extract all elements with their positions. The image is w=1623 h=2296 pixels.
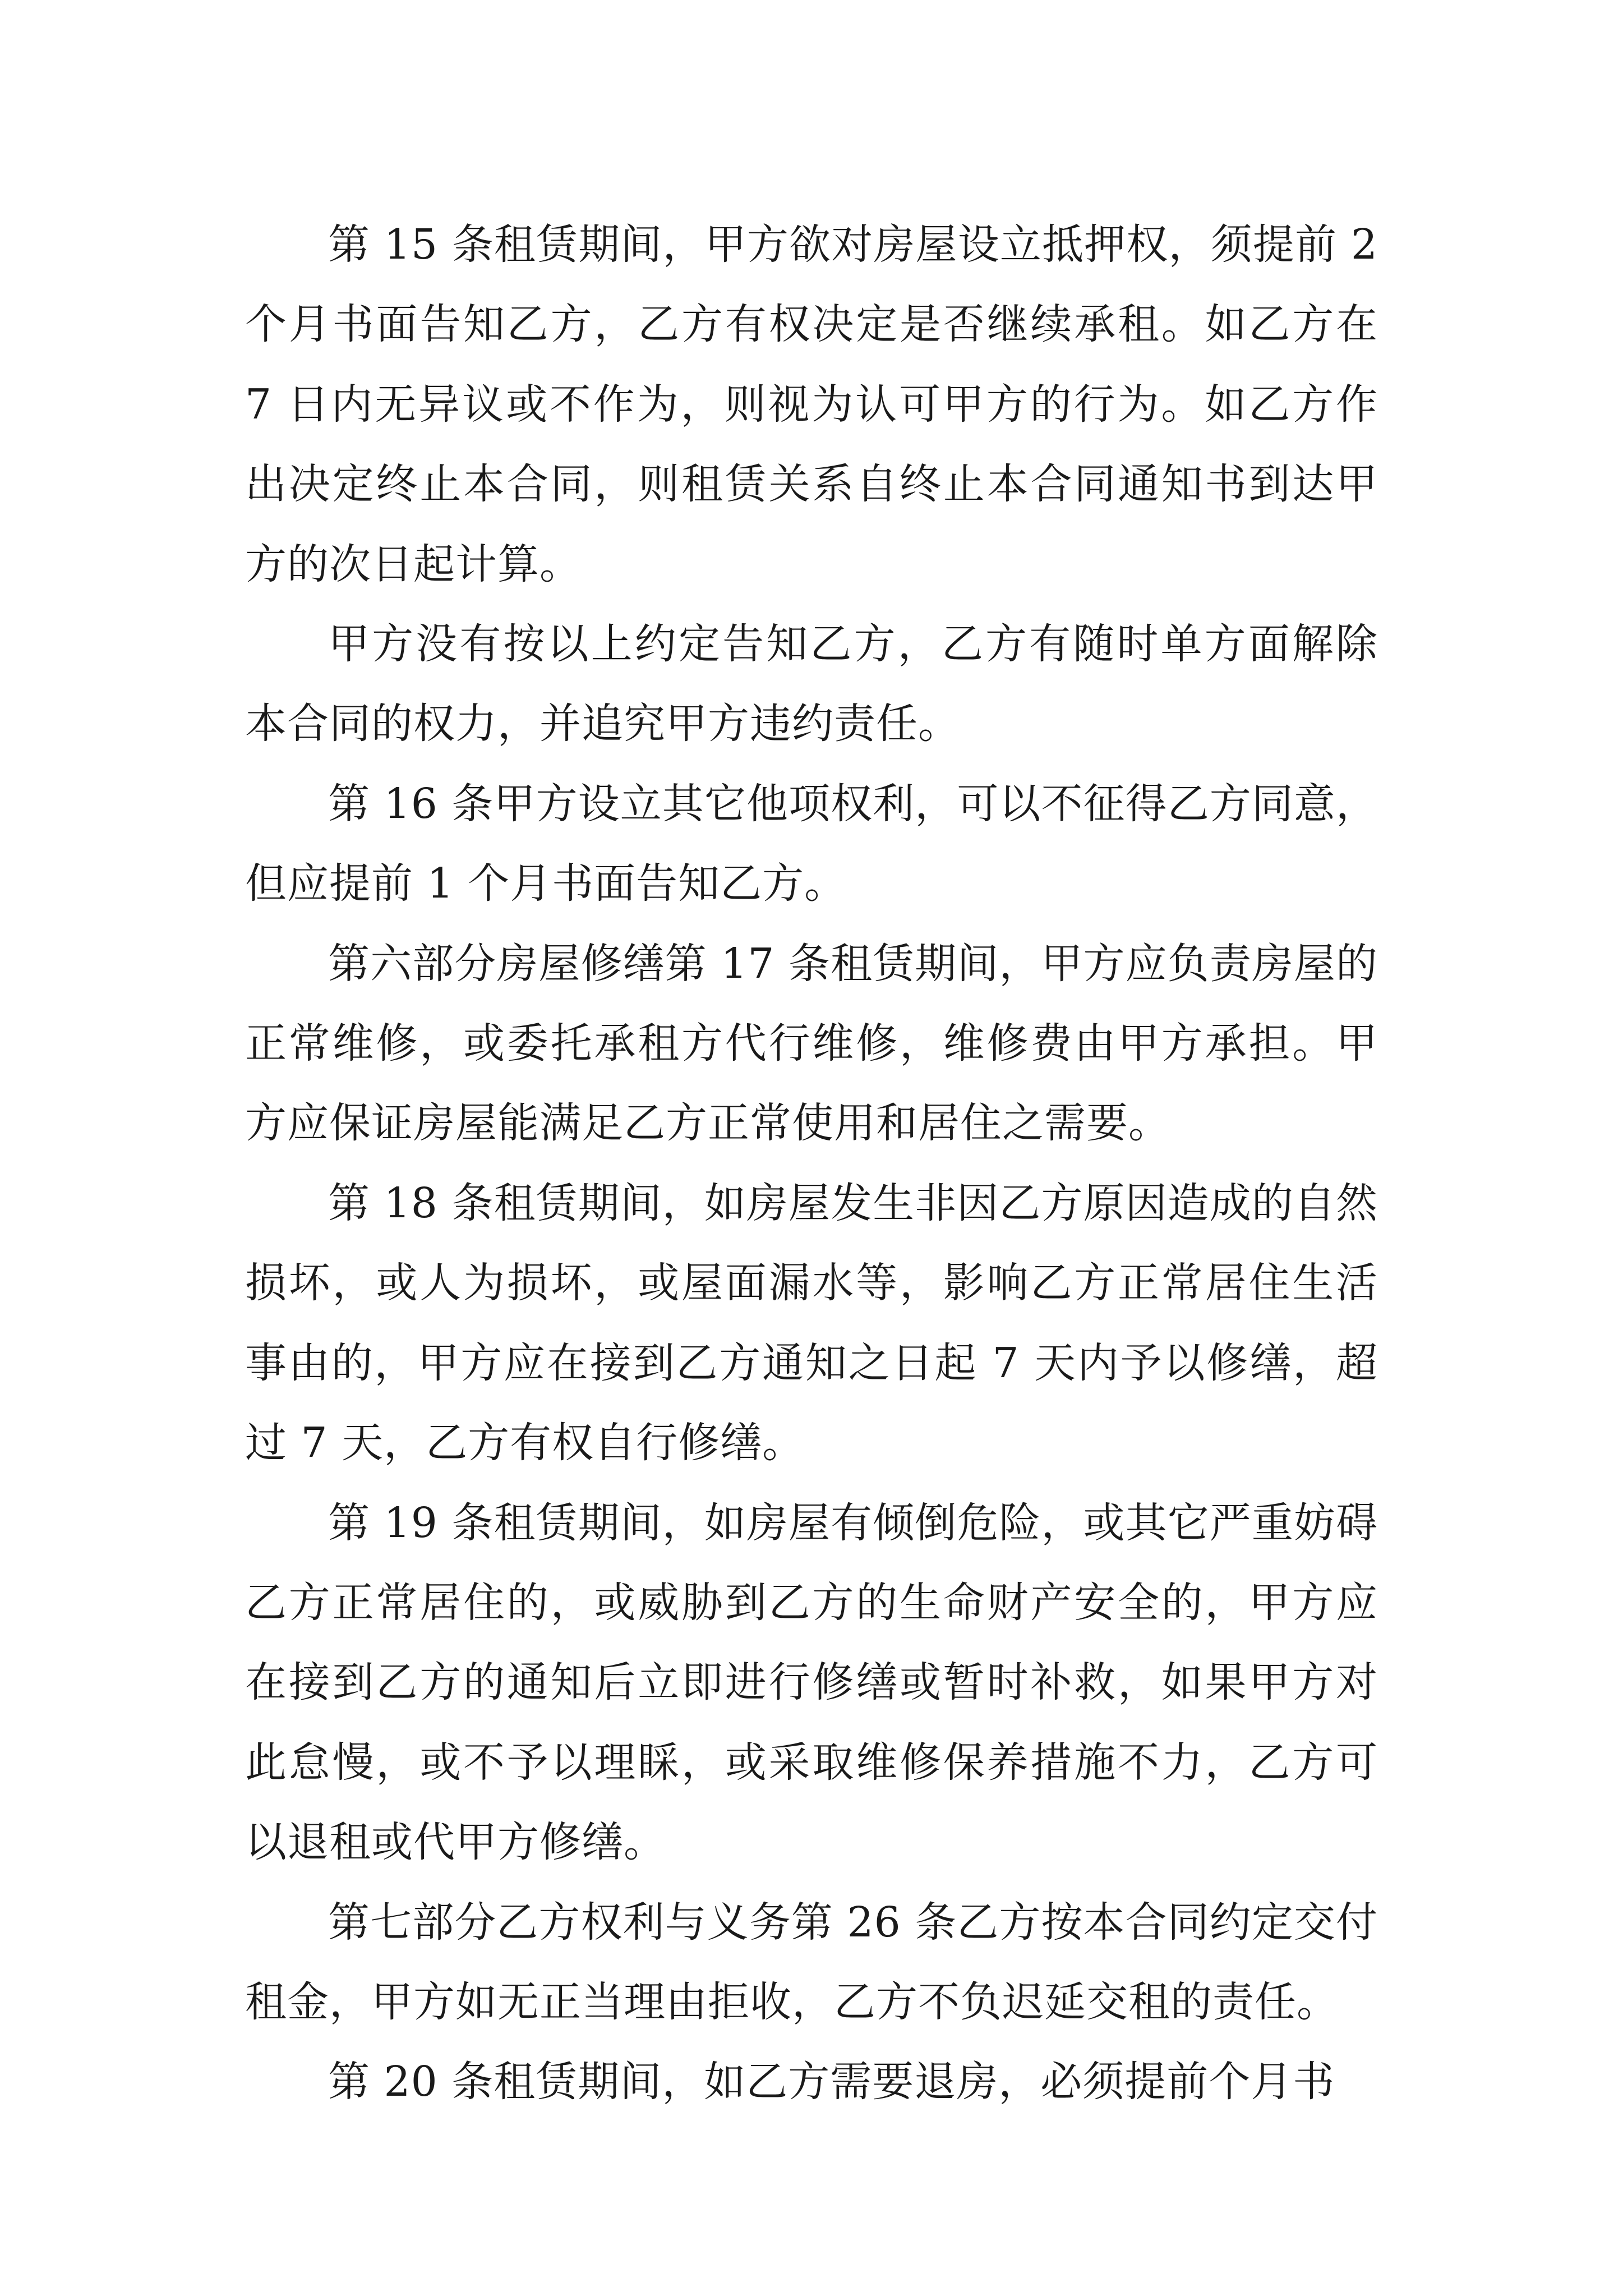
paragraph-article-17: 第六部分房屋修缮第 17 条租赁期间，甲方应负责房屋的正常维修，或委托承租方代行维修，维修费由甲方承担。甲方应保证房屋能满足乙方正常使用和居住之需要。 — [245, 939, 1378, 1148]
paragraph-notice-breach: 甲方没有按以上约定告知乙方，乙方有随时单方面解除本合同的权力，并追究甲方违约责任。 — [245, 620, 1378, 748]
paragraph-article-18: 第 18 条租赁期间，如房屋发生非因乙方原因造成的自然损坏，或人为损坏，或屋面漏水等，影响乙方正常居住生活事由的，甲方应在接到乙方通知之日起 7 天内予以修缮，超过 7 天，乙方有权自行修缮。 — [245, 1179, 1378, 1467]
paragraph-article-26: 第七部分乙方权利与义务第 26 条乙方按本合同约定交付租金，甲方如无正当理由拒收，乙方不负迟延交租的责任。 — [245, 1898, 1378, 2026]
paragraph-article-15: 第 15 条租赁期间，甲方欲对房屋设立抵押权，须提前 2 个月书面告知乙方，乙方有权决定是否继续承租。如乙方在 7 日内无异议或不作为，则视为认可甲方的行为。如乙方作出决定终止本合同，则租赁关系自终止本合同通知书到达甲方的次日起计算。 — [245, 220, 1378, 588]
paragraph-article-16: 第 16 条甲方设立其它他项权利，可以不征得乙方同意，但应提前 1 个月书面告知乙方。 — [245, 779, 1378, 908]
paragraph-article-19: 第 19 条租赁期间，如房屋有倾倒危险，或其它严重妨碍乙方正常居住的，或威胁到乙方的生命财产安全的，甲方应在接到乙方的通知后立即进行修缮或暂时补救，如果甲方对此怠慢，或不予以理睬，或采取维修保养措施不力，乙方可以退租或代甲方修缮。 — [245, 1498, 1378, 1867]
paragraph-article-20: 第 20 条租赁期间，如乙方需要退房，必须提前个月书 — [328, 2058, 1335, 2106]
document-body — [245, 205, 1378, 2122]
